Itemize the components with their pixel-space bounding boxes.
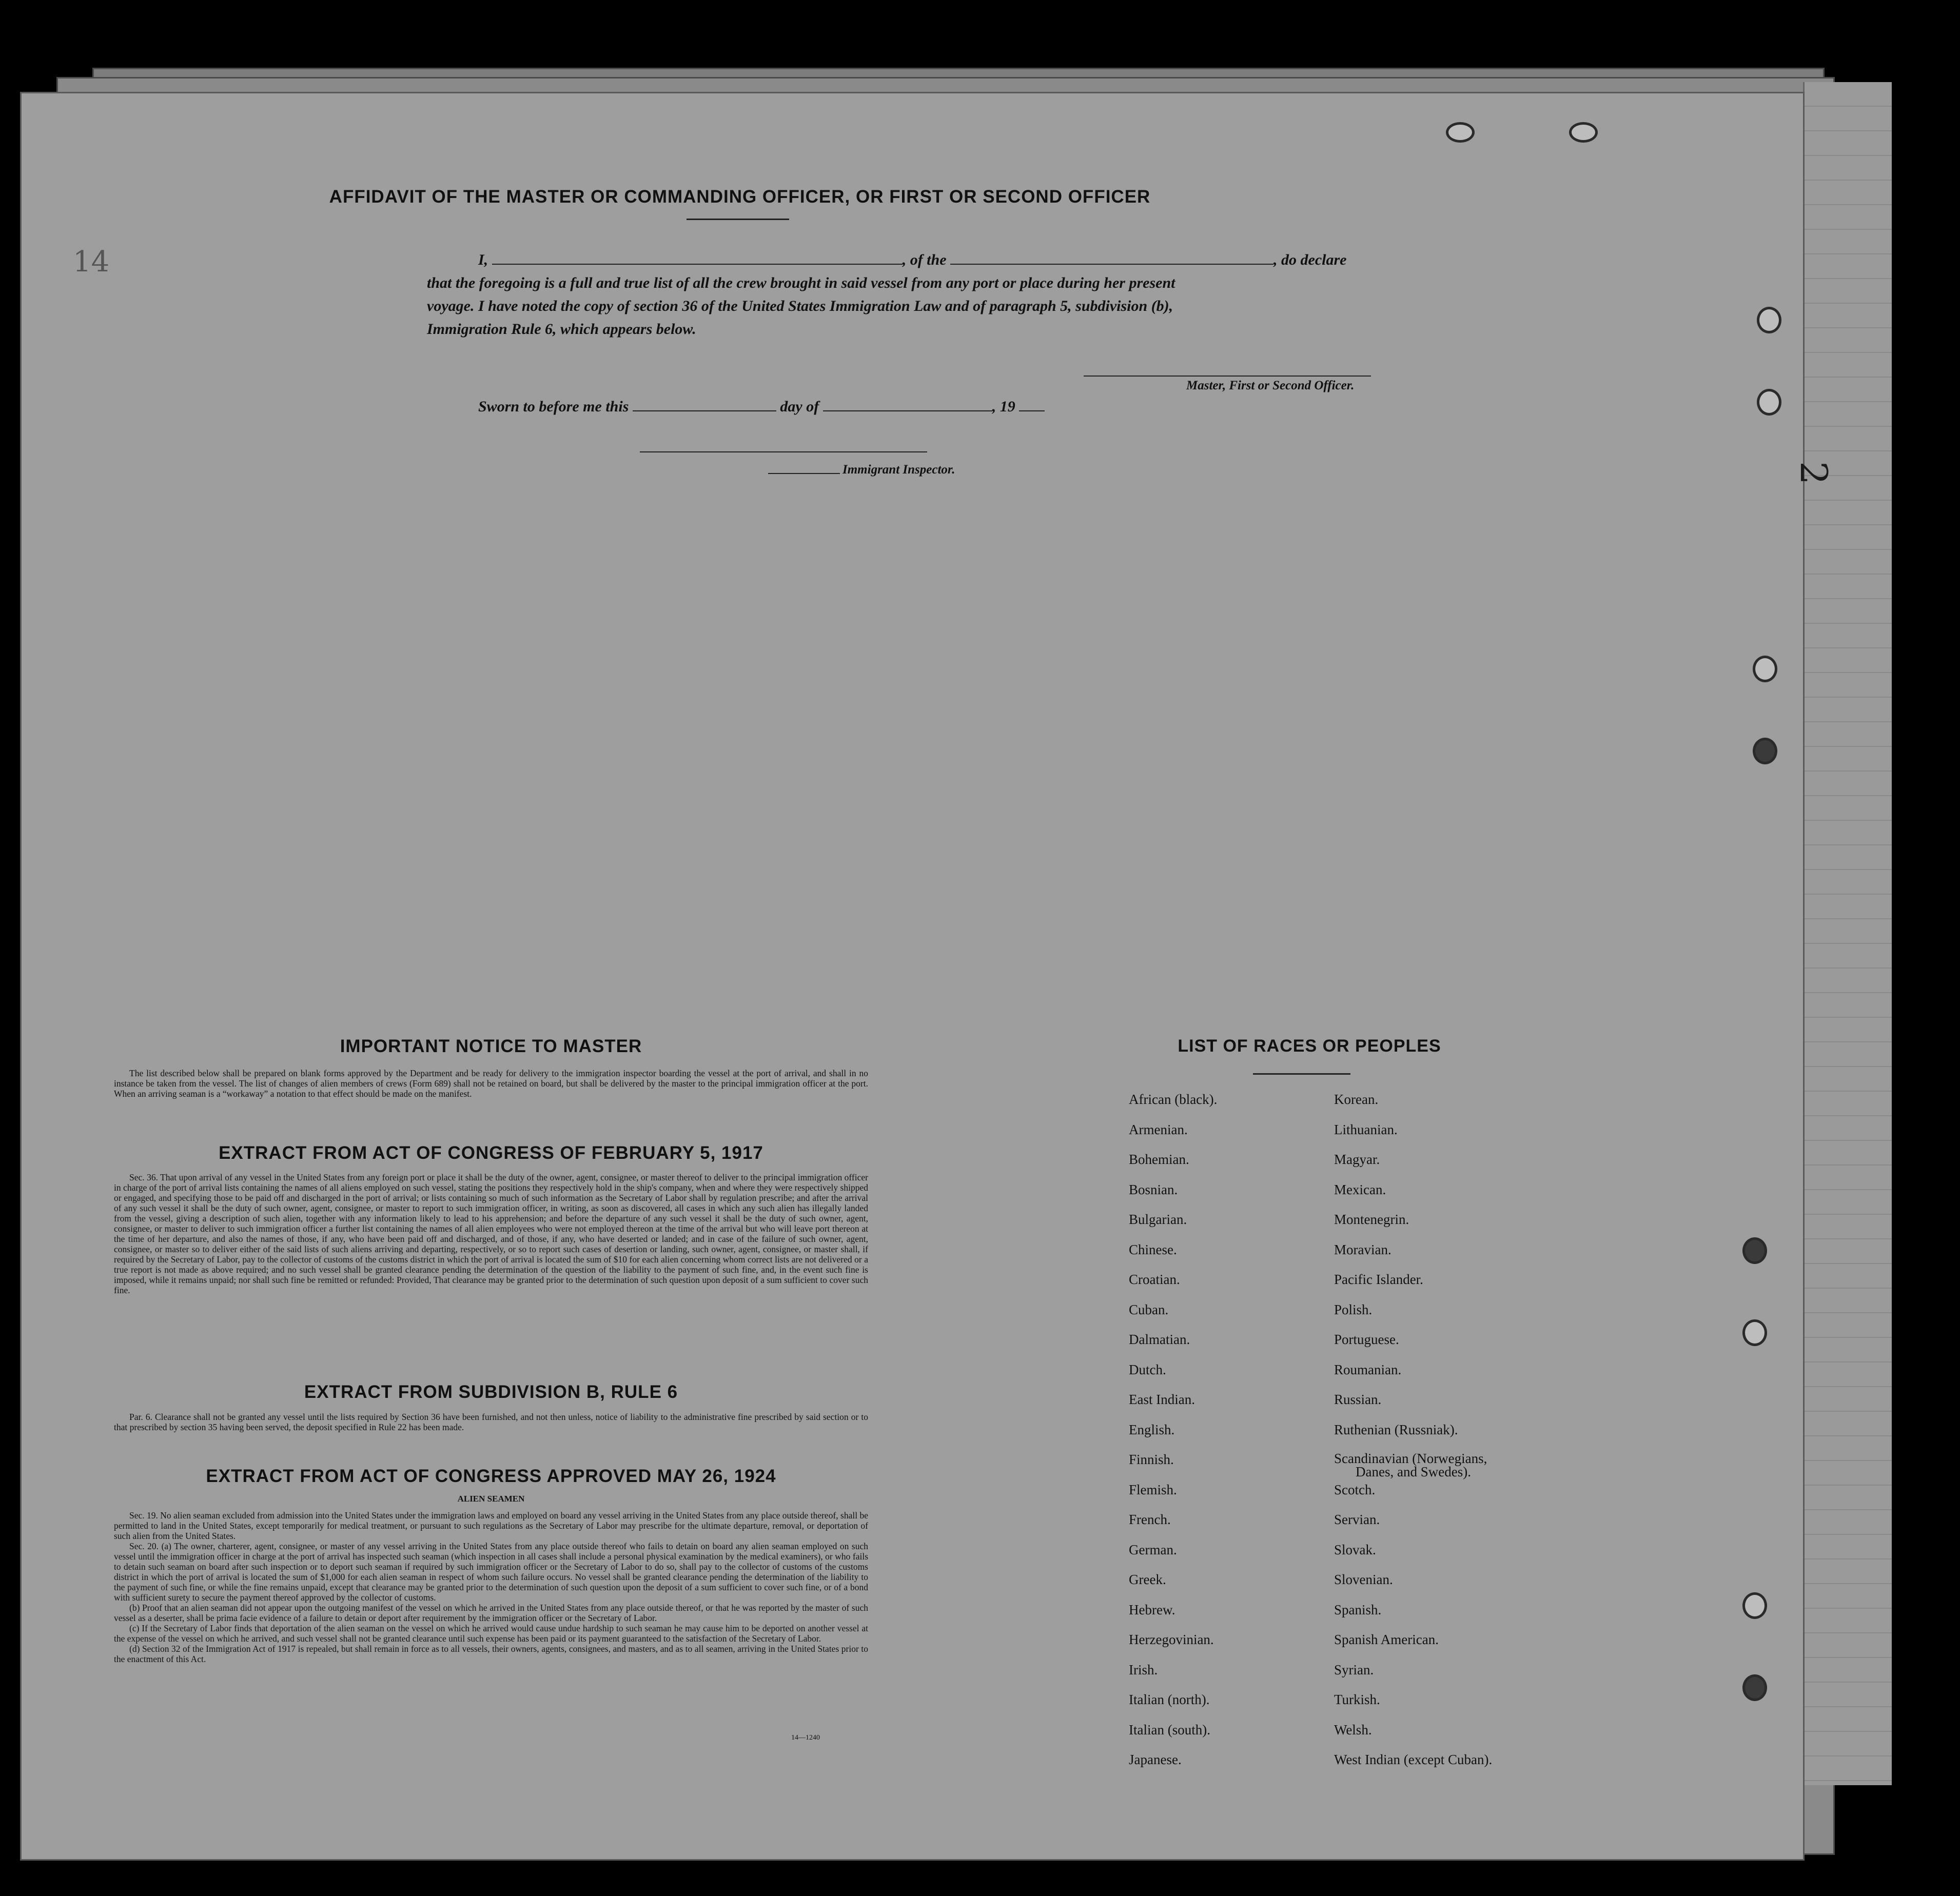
master-signature-line <box>1084 376 1371 377</box>
punch-hole <box>1757 389 1781 416</box>
affidavit-title: AFFIDAVIT OF THE MASTER OR COMMANDING OFFICER, OR FIRST OR SECOND OFFICER <box>329 187 1151 207</box>
affidavit-line1 <box>478 251 1443 269</box>
race-item: East Indian. <box>1129 1392 1195 1407</box>
race-item: Montenegrin. <box>1334 1212 1409 1227</box>
sworn-day-of: day of <box>780 398 819 415</box>
sworn-day-blank <box>633 410 776 411</box>
race-item: Korean. <box>1334 1092 1379 1107</box>
races-col1 <box>1129 1092 1217 1782</box>
notice-body <box>114 1068 868 1099</box>
rule6-body <box>114 1412 868 1432</box>
race-item: Slovenian. <box>1334 1572 1393 1587</box>
race-item: Bulgarian. <box>1129 1212 1187 1227</box>
sworn-line <box>478 398 1045 416</box>
extract-1917-title: EXTRACT FROM ACT OF CONGRESS OF FEBRUARY 5, 1917 <box>219 1143 763 1163</box>
race-item: Pacific Islander. <box>1334 1272 1423 1287</box>
race-item: Polish. <box>1334 1301 1373 1317</box>
extract-1924-title: EXTRACT FROM ACT OF CONGRESS APPROVED MAY 26, 1924 <box>206 1466 776 1486</box>
race-item: Hebrew. <box>1129 1602 1175 1617</box>
race-item: Servian. <box>1334 1512 1380 1527</box>
affidavit-do-declare: , do declare <box>1273 251 1347 268</box>
punch-hole <box>1446 122 1475 143</box>
race-item <box>1334 1452 1492 1482</box>
race-item: Chinese. <box>1129 1241 1177 1257</box>
punch-hole <box>1753 656 1777 682</box>
race-item: Bosnian. <box>1129 1181 1178 1197</box>
race-item: Magyar. <box>1334 1152 1380 1167</box>
race-item: Herzegovinian. <box>1129 1632 1214 1647</box>
race-item: Syrian. <box>1334 1662 1374 1677</box>
race-item: Finnish. <box>1129 1452 1174 1467</box>
race-item: Irish. <box>1129 1662 1158 1677</box>
name-blank <box>492 264 903 265</box>
race-item: Flemish. <box>1129 1482 1177 1497</box>
race-item: French. <box>1129 1512 1171 1527</box>
document-page <box>22 93 1803 1859</box>
affidavit-title-rule <box>687 219 789 220</box>
race-item: Lithuanian. <box>1334 1121 1398 1137</box>
race-item: Roumanian. <box>1334 1361 1402 1377</box>
affidavit-line2: that the foregoing is a full and true list of all the crew brought in said vessel from any port or place during her present <box>427 274 1175 291</box>
race-item: English. <box>1129 1421 1175 1437</box>
race-item: Scotch. <box>1334 1482 1376 1497</box>
race-item: Portuguese. <box>1334 1332 1399 1347</box>
race-item: Moravian. <box>1334 1241 1391 1257</box>
punch-hole <box>1753 738 1777 764</box>
race-item: Ruthenian (Russniak). <box>1334 1421 1458 1437</box>
right-margin-mark: 2 <box>1792 461 1835 485</box>
races-title-rule <box>1253 1073 1350 1075</box>
race-item: Welsh. <box>1334 1722 1372 1737</box>
punch-hole <box>1569 122 1598 143</box>
affidavit-line4: Immigration Rule 6, which appears below. <box>427 321 696 338</box>
sec-20c-text: (c) If the Secretary of Labor finds that deportation of the alien seaman on the vessel on which he arrived would cause undue hardship to such seaman he may cause him to be deported on another vessel at the expense of the vessel on which he arrived, and such vessel shall not be granted clearance until such expense has been paid or its payment guaranteed to the satisfaction of the Secretary of Labor. <box>114 1623 868 1644</box>
alien-seamen-subtitle: ALIEN SEAMEN <box>457 1494 525 1504</box>
vessel-blank <box>950 264 1273 265</box>
race-item: African (black). <box>1129 1092 1218 1107</box>
race-item: West Indian (except Cuban). <box>1334 1752 1493 1767</box>
races-title: LIST OF RACES OR PEOPLES <box>1178 1036 1441 1056</box>
race-item: Russian. <box>1334 1392 1382 1407</box>
race-item: Japanese. <box>1129 1752 1182 1767</box>
race-item: Armenian. <box>1129 1121 1188 1137</box>
punch-hole <box>1742 1319 1767 1346</box>
left-margin-mark: 14 <box>73 245 110 279</box>
sworn-year: , 19 <box>992 398 1015 415</box>
sworn-month-blank <box>823 410 992 411</box>
par6-text: Par. 6. Clearance shall not be granted any vessel until the lists required by Section 36 have been furnished, and not then unless, notice of liability to the administrative fine prescribed by said section or to that prescribed by section 35 having been served, the deposit specified in Rule 22 has been made. <box>114 1412 868 1432</box>
race-item: Italian (south). <box>1129 1722 1210 1737</box>
race-item: Dalmatian. <box>1129 1332 1190 1347</box>
notice-title: IMPORTANT NOTICE TO MASTER <box>340 1036 642 1056</box>
race-item: Dutch. <box>1129 1361 1166 1377</box>
race-item: Spanish. <box>1334 1602 1382 1617</box>
notice-text: The list described below shall be prepared on blank forms approved by the Department and be ready for delivery to the immigration inspector boarding the vessel at the port of arrival, and shall in no instance be taken from the vessel. The list of changes of alien members of crews (Form 689) shall not be retained on board, but shall be delivered by the master to the principal immigration officer at the port. When an arriving seaman is a “workaway” a notation to that effect should be made on the manifest. <box>114 1068 868 1099</box>
inspector-short-line <box>768 473 840 474</box>
race-item: Greek. <box>1129 1572 1166 1587</box>
punch-hole <box>1742 1237 1767 1264</box>
affidavit-i: I, <box>478 251 488 268</box>
rule6-title: EXTRACT FROM SUBDIVISION B, RULE 6 <box>304 1382 678 1402</box>
punch-hole <box>1742 1674 1767 1701</box>
race-item: Cuban. <box>1129 1301 1169 1317</box>
race-item-scandinavian: Scandinavian (Norwegians, <box>1334 1451 1487 1466</box>
master-signature-label: Master, First or Second Officer. <box>1186 379 1355 392</box>
punch-hole <box>1757 307 1781 333</box>
race-item: German. <box>1129 1542 1177 1557</box>
form-number: 14—1240 <box>791 1734 820 1742</box>
race-item: Slovak. <box>1334 1542 1376 1557</box>
section-36-text: Sec. 36. That upon arrival of any vessel in the United States from any foreign port or place it shall be the duty of the owner, agent, consignee, or master thereof to deliver to the principal immigration officer in charge of the port of arrival lists containing the names of all aliens employed on such vessel, stating the positions they respectively hold in the ship's company, when and where they were respectively shipped or engaged, and specifying those to be paid off and discharged in the port of arrival; or lists containing so much of such information as the Secretary of Labor shall by regulation prescribe; and after the arrival of any such vessel it shall be the duty of such owner, agent, consignee, or master to report to such immigration officer, in writing, as soon as discovered, all cases in which any such alien has illegally landed from the vessel, giving a description of such alien, together with any information likely to lead to his apprehension; and before the departure of any such vessel it shall be the duty of such owner, agent, consignee, or master to deliver to such immigration officer a further list containing the names of all alien employees who were not employed thereon at the time of the arrival but who will leave port thereon at the time of her departure, and also the names of those, if any, who have been paid off and discharged, and of those, if any, who have deserted or landed; and in case of the failure of such owner, agent, consignee, or master so to deliver either of the said lists of such aliens arriving and departing, respectively, or so to report such cases of desertion or landing, such owner, agent, consignee, or master shall, if required by the Secretary of Labor, pay to the collector of customs of the customs district in which the port of arrival is located the sum of $10 for each alien concerning whom correct lists are not delivered or a true report is not made as above required; and no such vessel shall be granted clearance pending the determination of the question of the liability to the payment of such fine, and, in the event such fine is imposed, while it remains unpaid; nor shall such fine be remitted or refunded: Provided, That clearance may be granted prior to the determination of such question upon deposit of a sum sufficient to cover such fine. <box>114 1172 868 1295</box>
punch-hole <box>1742 1592 1767 1619</box>
sworn-text: Sworn to before me this <box>478 398 629 415</box>
ruled-sheet-edge <box>1803 82 1892 1785</box>
race-item: Bohemian. <box>1129 1152 1189 1167</box>
inspector-label: Immigrant Inspector. <box>842 463 955 477</box>
race-item: Spanish American. <box>1334 1632 1439 1647</box>
race-item: Italian (north). <box>1129 1692 1210 1707</box>
sworn-year-blank <box>1019 410 1045 411</box>
extract-1917-body <box>114 1172 868 1295</box>
inspector-signature-line <box>640 451 927 452</box>
sec-20a-text: Sec. 20. (a) The owner, charterer, agent, consignee, or master of any vessel arriving in the United States from any place outside thereof who fails to detain on board any alien seaman employed on such vessel until the immigration officer in charge at the port of arrival has inspected such seaman (which inspection in all cases shall include a personal physical examination by the medical examiners), or who fails to detain such seaman on board after such inspection or to deport such seaman if required by such immigration officer or the Secretary of Labor to do so, shall pay to the collector of customs of the customs district in which the port of arrival is located the sum of $1,000 for each alien seaman in respect of whom such failure occurs. No vessel shall be granted clearance pending the determination of the liability to the payment of such fine, or while the fine remains unpaid, except that clearance may be granted prior to the determination of such question upon the deposit of a sum sufficient to cover such fine, or of a bond with sufficient surety to secure the payment thereof approved by the collector of customs. <box>114 1541 868 1603</box>
sec-20d-text: (d) Section 32 of the Immigration Act of 1917 is repealed, but shall remain in force as to all vessels, their owners, agents, consignees, and masters, and as to all seamen, arriving in the United States prior to the enactment of this Act. <box>114 1644 868 1664</box>
race-item: Mexican. <box>1334 1181 1386 1197</box>
race-item: Croatian. <box>1129 1272 1180 1287</box>
race-item-scandinavian-cont: Danes, and Swedes). <box>1356 1464 1471 1479</box>
sec-20b-text: (b) Proof that an alien seaman did not appear upon the outgoing manifest of the vessel on which he arrived in the United States from any place outside thereof, or that he was reported by the master of such vessel as a deserter, shall be prima facie evidence of a failure to detain or deport after requirement by the immigration officer or the Secretary of Labor. <box>114 1603 868 1623</box>
races-col2 <box>1334 1092 1492 1782</box>
extract-1924-body <box>114 1510 868 1664</box>
affidavit-of-the: , of the <box>902 251 947 268</box>
sec-19-text: Sec. 19. No alien seaman excluded from admission into the United States under the immigration laws and employed on board any vessel arriving in the United States from any place outside thereof, shall be permitted to land in the United States, except temporarily for medical treatment, or pursuant to such regulations as the Secretary of Labor may prescribe for the ultimate departure, removal, or deportation of such alien from the United States. <box>114 1510 868 1541</box>
affidavit-line3: voyage. I have noted the copy of section 36 of the United States Immigration Law and of paragraph 5, subdivision (b), <box>427 298 1173 314</box>
race-item: Turkish. <box>1334 1692 1380 1707</box>
